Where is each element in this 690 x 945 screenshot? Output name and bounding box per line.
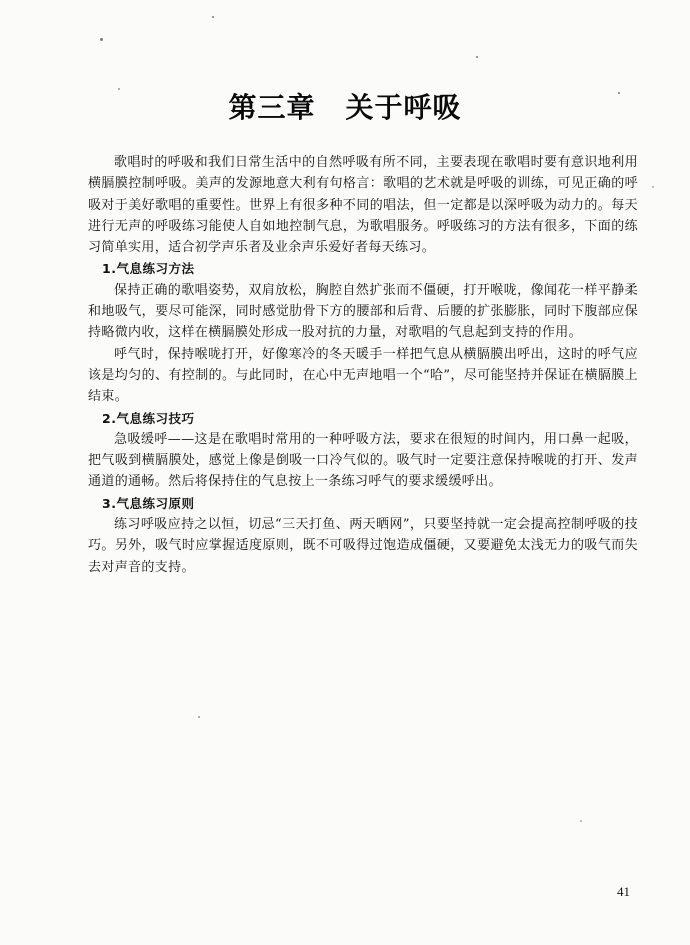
page-body	[88, 152, 638, 578]
section-2-paragraph-1: 急吸缓呼——这是在歌唱时常用的一种呼吸方法，要求在很短的时间内，用口鼻一起吸，把气吸到横膈膜处，感觉上像是倒吸一口冷气似的。吸气时一定要注意保持喉咙的打开、发声通道的通畅。然后将保持住的气息按上一条练习呼气的要求缓缓呼出。	[88, 431, 638, 490]
section-3-paragraph-1: 练习呼吸应持之以恒，切忌“三天打鱼、两天晒网”，只要坚持就一定会提高控制呼吸的技巧。另外，吸气时应掌握适度原则，既不可吸得过饱造成僵硬，又要避免太浅无力的吸气而失去对声音的支持。	[88, 517, 638, 575]
section-1-paragraph-1: 保持正确的歌唱姿势，双肩放松，胸腔自然扩张而不僵硬，打开喉咙，像闻花一样平静柔和地吸气，要尽可能深，同时感觉肋骨下方的腰部和后背、后腰的扩张膨胀，同时下腹部应保持略微内收，这样在横膈膜处形成一股对抗的力量，对歌唱的气息起到支持的作用。	[88, 282, 638, 341]
section-1-paragraph-2: 呼气时，保持喉咙打开，好像寒冷的冬天暖手一样把气息从横膈膜出呼出，这时的呼气应该是均匀的、有控制的。与此同时，在心中无声地唱一个“哈”，尽可能坚持并保证在横膈膜上结束。	[88, 346, 638, 405]
intro-paragraph: 歌唱时的呼吸和我们日常生活中的自然呼吸有所不同，主要表现在歌唱时要有意识地利用横膈膜控制呼吸。美声的发源地意大利有句格言：歌唱的艺术就是呼吸的训练，可见正确的呼吸对于美好歌唱的重要性。世界上有很多种不同的唱法，但一定都是以深呼吸为动力的。每天进行无声的呼吸练习能使人自如地控制气息，为歌唱服务。呼吸练习的方法有很多，下面的练习简单实用，适合初学声乐者及业余声乐爱好者每天练习。	[88, 155, 638, 256]
chapter-title: 关于呼吸	[345, 91, 462, 124]
scan-speck	[580, 820, 582, 822]
section-heading-1: 1.气息练习方法	[102, 261, 195, 277]
chapter-heading	[0, 86, 690, 126]
scan-speck	[476, 56, 478, 58]
scan-speck	[198, 716, 200, 718]
section-heading-3: 3.气息练习原则	[102, 495, 195, 511]
scan-speck	[652, 186, 654, 188]
scan-speck	[100, 38, 103, 41]
section-heading-2: 2.气息练习技巧	[102, 410, 195, 426]
chapter-number: 第三章	[228, 91, 316, 124]
page-number: 41	[617, 884, 630, 899]
scan-speck	[212, 16, 214, 18]
